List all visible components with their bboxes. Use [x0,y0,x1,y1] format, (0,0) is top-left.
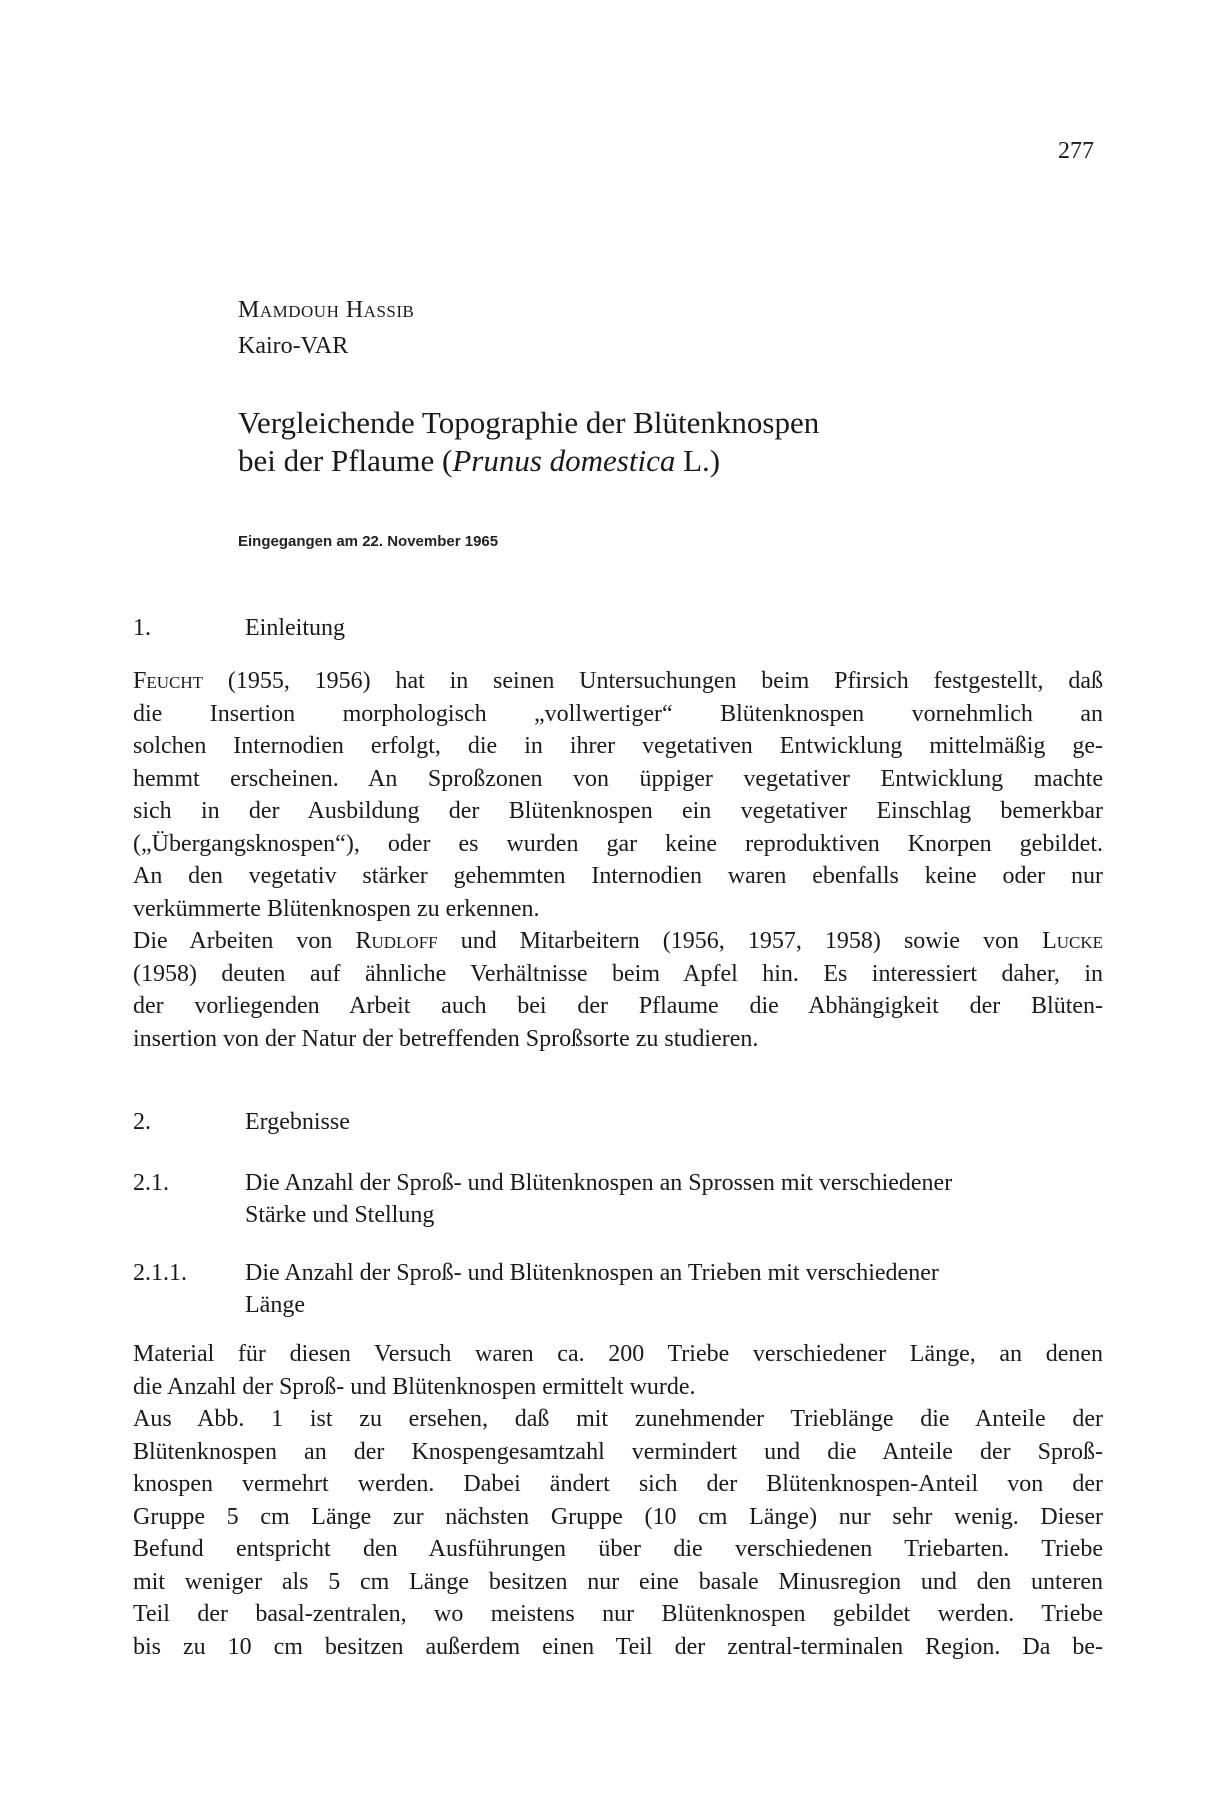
paper-title [238,404,819,480]
author-affiliation: Kairo-VAR [238,333,349,359]
section-title-line: Die Anzahl der Sproß- und Blütenknospen an Sprossen mit verschiedener [245,1170,953,1196]
title-species-italic: Prunus domestica [452,443,676,478]
text-line: Teil der basal-zentralen, wo meistens nur Blütenknospen gebildet werden. Triebe [133,1601,1103,1627]
text-line: der vorliegenden Arbeit auch bei der Pflaume die Abhängigkeit der Blüten- [133,993,1103,1019]
section-number: 1. [133,615,151,641]
section-title-line: Länge [245,1292,305,1318]
paragraph-material [133,1338,1103,1403]
text-line [133,665,1103,698]
text-line: An den vegetativ stärker gehemmten Internodien waren ebenfalls keine oder nur [133,863,1103,889]
text-line [133,925,1103,958]
section-title [245,1257,1103,1321]
title-line-2 [238,442,819,480]
title-line-2-post: L.) [675,443,721,478]
section-title-line: Stärke und Stellung [245,1202,435,1228]
author-citation: Rudloff [355,928,438,954]
text-line: Aus Abb. 1 ist zu ersehen, daß mit zunehmender Trieblänge die Anteile der [133,1406,1103,1432]
section-title [245,1167,1103,1231]
text-line: mit weniger als 5 cm Länge besitzen nur eine basale Minusregion und den unteren [133,1568,1103,1595]
received-date: Eingegangen am 22. November 1965 [238,533,499,550]
section-number: 2.1.1. [133,1260,187,1286]
text-span: Die Arbeiten von [133,928,356,954]
text-line: Blütenknospen an der Knospengesamtzahl vermindert und die Anteile der Sproß- [133,1438,1103,1465]
paragraph-intro-1 [133,665,1103,925]
text-line: verkümmerte Blütenknospen zu erkennen. [133,895,540,922]
section-number: 2. [133,1109,151,1135]
text-line: knospen vermehrt werden. Dabei ändert sich der Blütenknospen-Anteil von der [133,1471,1103,1497]
title-line-1: Vergleichende Topographie der Blütenknospen [238,405,820,440]
author-citation: Feucht [133,668,204,694]
text-line: die Anzahl der Sproß- und Blütenknospen ermittelt wurde. [133,1373,696,1400]
paragraph-intro-2 [133,925,1103,1055]
section-title-line: Die Anzahl der Sproß- und Blütenknospen an Trieben mit verschiedener [245,1260,939,1286]
text-line: bis zu 10 cm besitzen außerdem einen Teil der zentral-terminalen Region. Da be- [133,1633,1103,1660]
text-line: Material für diesen Versuch waren ca. 200 Triebe verschiedener Länge, an denen [133,1341,1103,1367]
section-number: 2.1. [133,1170,169,1196]
text-line: („Übergangsknospen“), oder es wurden gar keine reproduktiven Knorpen gebildet. [133,830,1103,857]
paragraph-results [133,1403,1103,1663]
title-line-2-pre: bei der Pflaume ( [238,443,453,478]
text-line: Gruppe 5 cm Länge zur nächsten Gruppe (10 cm Länge) nur sehr wenig. Dieser [133,1503,1103,1530]
text-line: insertion von der Natur der betreffenden Sproßsorte zu studieren. [133,1025,759,1052]
text-line: die Insertion morphologisch „vollwertiger“ Blütenknospen vornehmlich an [133,700,1103,727]
section-title: Einleitung [245,615,345,641]
text-line: (1958) deuten auf ähnliche Verhältnisse beim Apfel hin. Es interessiert daher, in [133,960,1103,987]
text-line: solchen Internodien erfolgt, die in ihrer vegetativen Entwicklung mittelmäßig ge- [133,733,1103,759]
author-name: Mamdouh Hassib [238,297,415,323]
text-line: Befund entspricht den Ausführungen über die verschiedenen Triebarten. Triebe [133,1536,1103,1562]
text-line: hemmt erscheinen. An Sproßzonen von üppiger vegetativer Entwicklung machte [133,765,1103,792]
section-title: Ergebnisse [245,1109,350,1135]
text-span: und Mitarbeitern (1956, 1957, 1958) sowie von [437,928,1043,954]
page-number: 277 [1058,138,1094,164]
author-citation: Lucke [1042,928,1103,954]
text-span: (1955, 1956) hat in seinen Untersuchungen beim Pfirsich festgestellt, daß [203,668,1103,694]
text-line: sich in der Ausbildung der Blütenknospen ein vegetativer Einschlag bemerkbar [133,798,1103,824]
author-block [238,292,414,364]
